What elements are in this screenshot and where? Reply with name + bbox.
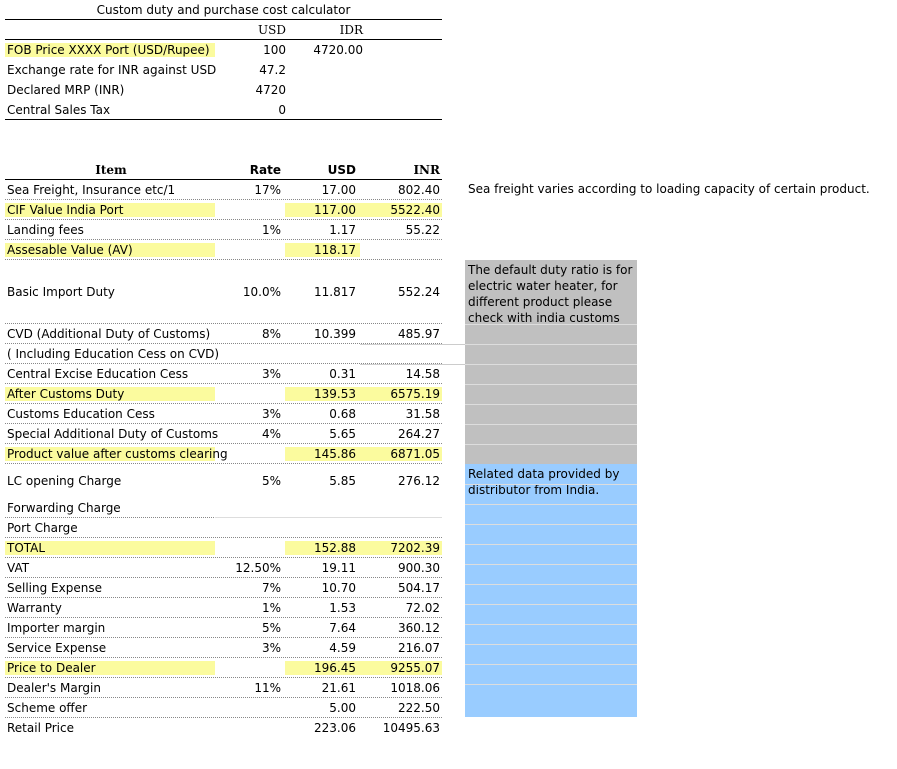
row-usd: 145.86 [285,447,360,461]
gridline [465,644,637,645]
row-inr: 1018.06 [390,680,440,695]
sea-freight-note: Sea freight varies according to loading capacity of certain product. [468,182,870,196]
row-inr: 552.24 [398,284,440,299]
row-rate: 8% [261,326,281,341]
row-usd: 19.11 [321,560,356,575]
row-rate: 3% [261,406,281,421]
row-usd: 10.399 [314,326,356,341]
row-usd: 139.53 [285,387,360,401]
divider [5,119,442,120]
table-row [5,658,442,678]
gridline [465,484,637,485]
row-inr: 14.58 [405,366,440,381]
row-rate: 4% [261,426,281,441]
row-rate: 1% [261,222,281,237]
table-row [5,220,442,240]
row-inr: 6871.05 [360,447,442,461]
row-label: CIF Value India Port [5,203,215,217]
row-label: Warranty [7,600,62,615]
row-usd: 47.2 [259,63,286,77]
page-title: Custom duty and purchase cost calculator [96,3,351,17]
table-row [5,718,442,737]
row-inr: 55.22 [405,222,440,237]
row-rate: 1% [261,600,281,615]
header-usd: USD [327,162,356,177]
top-row [5,40,442,60]
row-label: LC opening Charge [7,473,122,488]
top-row [5,80,442,100]
header-idr: IDR [339,22,363,37]
row-rate: 11% [254,680,281,695]
table-row [5,444,442,464]
gridline [465,564,637,565]
gridline [465,344,637,345]
header-rate: Rate [249,162,281,177]
row-inr: 222.50 [398,700,440,715]
row-inr: 360.12 [398,620,440,635]
gridline [465,624,637,625]
row-label: Port Charge [7,520,78,535]
table-row [5,424,442,444]
header-usd: USD [258,22,286,37]
row-rate: 5% [261,473,281,488]
gridline [215,517,442,518]
row-label: TOTAL [5,541,215,555]
row-rate: 5% [261,620,281,635]
gridline [465,544,637,545]
gridline [465,404,637,405]
row-usd: 117.00 [285,203,360,217]
table-row [5,558,442,578]
gridline [465,444,637,445]
top-row [5,100,442,120]
gridline [465,664,637,665]
row-usd: 0.68 [329,406,356,421]
row-inr: 216.07 [398,640,440,655]
row-label: Special Additional Duty of Customs [7,426,219,441]
table-row [5,404,442,424]
table-row [5,260,442,324]
table-row [5,464,442,497]
row-rate: 12.50% [235,560,281,575]
row-inr: 9255.07 [360,661,442,675]
row-rate: 3% [261,366,281,381]
distributor-note [465,464,637,717]
duty-ratio-note-text: The default duty ratio is for electric water heater, for different product please check with india customs [468,263,633,325]
row-usd: 152.88 [285,541,360,555]
top-header-row [5,20,442,39]
row-label: Customs Education Cess [7,406,155,421]
table-row [5,364,442,384]
table-row [5,618,442,638]
row-label: ( Including Education Cess on CVD) [7,346,220,361]
row-usd: 5.00 [329,700,356,715]
row-inr: 31.58 [405,406,440,421]
row-inr: 10495.63 [382,720,440,735]
row-usd: 118.17 [285,243,360,257]
main-header-row [5,160,442,179]
row-usd: 11.817 [314,284,356,299]
row-usd: 0 [278,103,286,117]
row-label: VAT [7,560,30,575]
table-row [5,180,442,200]
row-label: Retail Price [7,720,74,735]
row-label: Selling Expense [7,580,102,595]
gridline [360,364,465,365]
row-rate: 3% [261,640,281,655]
row-label: Dealer's Margin [7,680,101,695]
gridline [465,384,637,385]
gridline [465,364,637,365]
duty-ratio-note [465,260,637,464]
row-usd: 17.00 [321,182,356,197]
gridline [465,424,637,425]
table-row [5,518,442,538]
row-usd: 0.31 [329,366,356,381]
row-inr: 276.12 [398,473,440,488]
row-inr: 264.27 [398,426,440,441]
row-usd: 1.17 [329,222,356,237]
row-label: Central Excise Education Cess [7,366,189,381]
table-row [5,578,442,598]
row-label: Landing fees [7,222,84,237]
table-row [5,240,442,260]
distributor-note-text: Related data provided by distributor from India. [468,467,620,497]
row-label: Service Expense [7,640,107,655]
row-inr: 900.30 [398,560,440,575]
row-inr: 802.40 [398,182,440,197]
row-usd: 4.59 [329,640,356,655]
divider [5,39,442,40]
gridline [465,524,637,525]
row-label: Basic Import Duty [7,284,115,299]
row-label: Forwarding Charge [7,500,121,515]
row-usd: 5.65 [329,426,356,441]
row-label: Declared MRP (INR) [7,83,125,97]
row-usd: 10.70 [321,580,356,595]
row-rate: 10.0% [242,284,281,299]
row-usd: 4720 [255,83,286,97]
table-row [5,200,442,220]
gridline [465,324,637,325]
header-inr: INR [413,162,440,177]
gridline [465,584,637,585]
table-row [5,598,442,618]
row-label: After Customs Duty [5,387,215,401]
row-inr: 72.02 [405,600,440,615]
table-row [5,698,442,718]
gridline [465,504,637,505]
row-label: Sea Freight, Insurance etc/1 [7,182,176,197]
header-item: Item [95,162,127,177]
row-label: Central Sales Tax [7,103,111,117]
row-rate: 17% [254,182,281,197]
row-rate: 7% [261,580,281,595]
row-usd: 1.53 [329,600,356,615]
row-usd: 21.61 [321,680,356,695]
row-label: FOB Price XXXX Port (USD/Rupee) [5,43,215,57]
top-row [5,60,442,80]
gridline [360,344,465,345]
table-row [5,344,442,364]
row-inr: 7202.39 [360,541,442,555]
row-inr: 504.17 [398,580,440,595]
row-label: Importer margin [7,620,106,635]
row-inr: 5522.40 [360,203,442,217]
row-usd: 223.06 [314,720,356,735]
table-row [5,384,442,404]
table-row [5,324,442,344]
row-label: Price to Dealer [5,661,215,675]
table-row [5,678,442,698]
row-usd: 196.45 [285,661,360,675]
row-inr: 485.97 [398,326,440,341]
row-label: Exchange rate for INR against USD [7,63,217,77]
row-inr: 6575.19 [360,387,442,401]
row-usd: 7.64 [329,620,356,635]
row-label: Product value after customs clearing [7,446,228,461]
row-label: Assesable Value (AV) [5,243,215,257]
table-row [5,538,442,558]
row-usd: 100 [263,43,286,57]
row-idr: 4720.00 [313,43,363,57]
gridline [465,604,637,605]
row-label: CVD (Additional Duty of Customs) [7,326,211,341]
row-usd: 5.85 [329,473,356,488]
table-row [5,498,442,518]
row-label: Scheme offer [7,700,88,715]
gridline [465,684,637,685]
table-row [5,638,442,658]
